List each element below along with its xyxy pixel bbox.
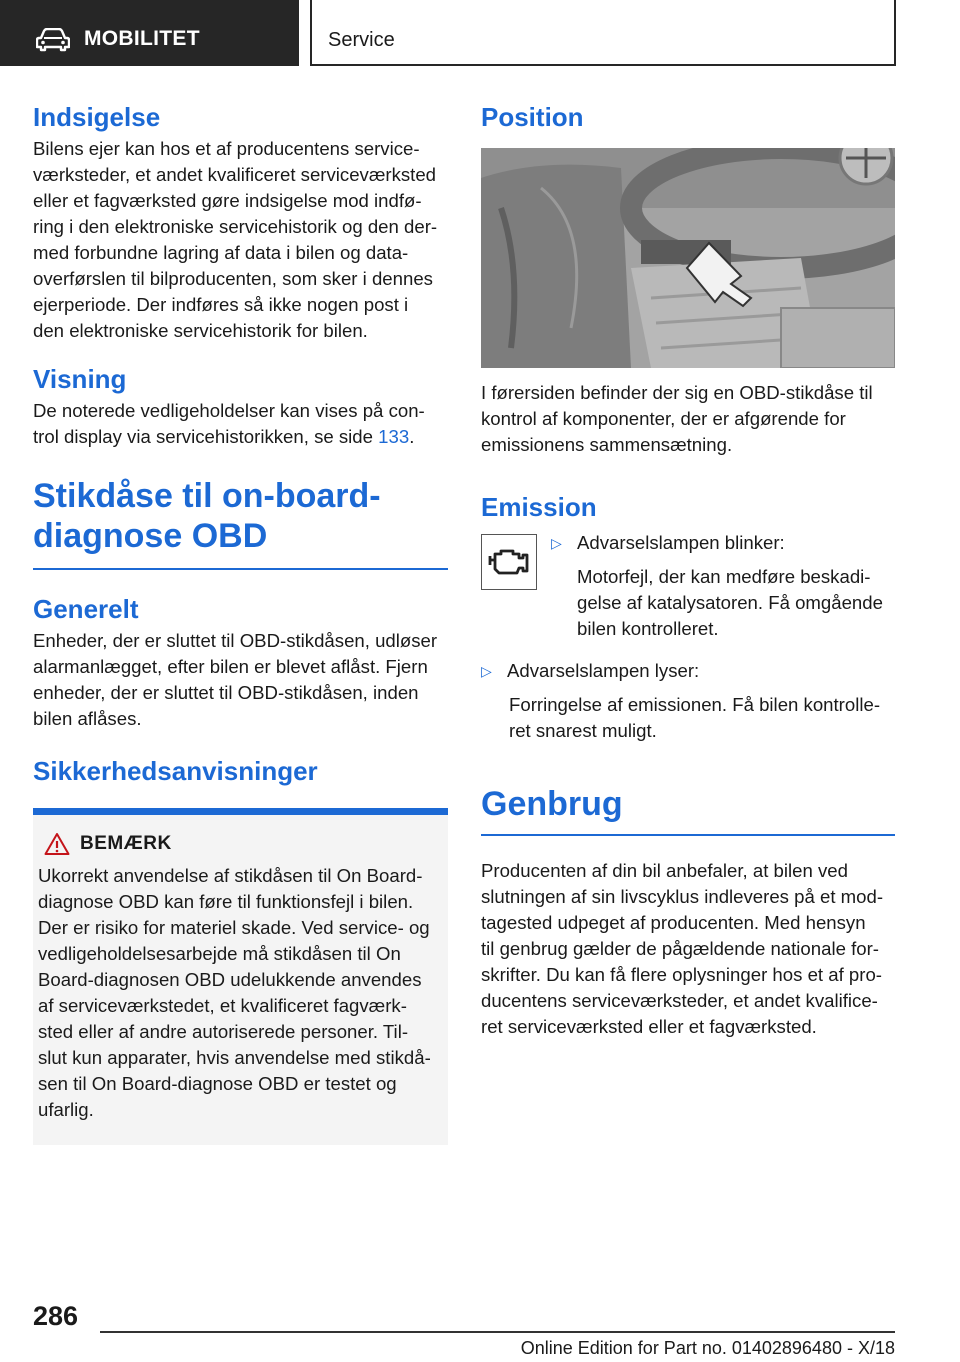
heading-visning: Visning bbox=[33, 364, 127, 394]
heading-generelt: Generelt bbox=[33, 593, 139, 624]
paragraph-visning: De noterede vedligeholdelser kan vises på con‐ trol display via servicehistorikken, se side 133. bbox=[33, 400, 425, 447]
left-column bbox=[33, 100, 448, 1145]
obd-photo-illustration bbox=[481, 148, 895, 368]
heading-sikkerhed: Sikkerhedsanvisninger bbox=[33, 755, 318, 786]
notice-header bbox=[38, 829, 438, 859]
chapter-title: Service bbox=[328, 29, 395, 51]
notice-title: BEMÆRK bbox=[80, 832, 172, 854]
car-icon bbox=[36, 28, 70, 52]
heading-indsigelse: Indsigelse bbox=[33, 102, 161, 132]
paragraph-genbrug: Producenten af din bil anbefaler, at bilen ved slutningen af sin livscyklus indleveres på et mod‐ tagested udpeget af producenten. Med hensyn til genbrug gælder de pågældende nationale for‐ skrifter. Du kan få flere oplysninger hos et af pro‐ ducentens serviceværksteder, et andet kvalifice‐ ret serviceværksted eller et fagværksted. bbox=[481, 859, 884, 1037]
footer-rule bbox=[100, 1331, 895, 1333]
heading-genbrug: Genbrug bbox=[481, 785, 623, 823]
emission-block bbox=[481, 534, 895, 642]
section-tab bbox=[0, 0, 299, 66]
page-link-133[interactable]: 133 bbox=[378, 426, 410, 447]
heading-rule bbox=[33, 568, 448, 570]
paragraph-position: I førersiden befinder der sig en OBD-stikdåse til kontrol af komponenter, der er afgørende for emissionens sammensætning. bbox=[481, 382, 873, 455]
warning-icon bbox=[44, 832, 70, 856]
notice-bar bbox=[33, 808, 448, 815]
notice-box bbox=[33, 815, 448, 1145]
heading-obd: Stikdåse til on-board- diagnose OBD bbox=[33, 477, 381, 555]
page-number: 286 bbox=[33, 1301, 79, 1331]
paragraph-indsigelse: Bilens ejer kan hos et af producentens service‐ værksteder, et andet kvalificeret serviceværksted eller et fagværksted gøre indsigelse mod indfø‐ ring i den elektroniske servicehistorik og den der‐ med forbundne lagring af data i bilen og data‐ overførslen til bilproducenten, som sker i dennes ejerperiode. Der indføres så ikke nogen post i den elektroniske servicehistorik for bilen. bbox=[33, 138, 438, 341]
paragraph-generelt: Enheder, der er sluttet til OBD-stikdåsen, udløser alarmanlægget, efter bilen er blevet aflåst. Fjern enheder, der er sluttet til OBD-stikdåsen, inden bilen aflåses. bbox=[33, 629, 438, 729]
right-column bbox=[481, 100, 895, 1040]
triangle-bullet-icon: ▷ bbox=[551, 535, 562, 551]
edition-info: Online Edition for Part no. 01402896480 - X/18 bbox=[520, 1338, 895, 1358]
chapter-header bbox=[310, 0, 896, 66]
heading-position: Position bbox=[481, 102, 584, 132]
engine-warning-icon bbox=[481, 534, 537, 590]
obd-location-photo bbox=[481, 148, 895, 368]
notice-text: Ukorrekt anvendelse af stikdåsen til On Board- diagnose OBD kan føre til funktionsfejl i bilen. Der er risiko for materiel skade. Ved service- og vedligeholdelsesarbejde må stikdåsen til On Board-diagnosen OBD udelukkende anvendes af serviceværkstedet, et kvalificeret fagværk‐ sted eller af andre autoriserede personer. Til‐ slut kun apparater, hvis anvendelse med stikdå‐ sen til On Board-diagnose OBD er testet og ufarlig. bbox=[38, 864, 431, 1120]
section-label: MOBILITET bbox=[84, 27, 200, 50]
heading-rule bbox=[481, 834, 895, 836]
triangle-bullet-icon: ▷ bbox=[481, 663, 492, 679]
emission-item-lit: ▷ Advarselslampen lyser: Forringelse af emissionen. Få bilen kontrolle‐ ret snarest muligt. bbox=[481, 660, 881, 741]
heading-emission: Emission bbox=[481, 492, 597, 522]
emission-item-blink: ▷ Advarselslampen blinker: Motorfejl, der kan medføre beskadi‐ gelse af katalysatoren. Få omgående bilen kontrolleret. bbox=[551, 532, 883, 639]
